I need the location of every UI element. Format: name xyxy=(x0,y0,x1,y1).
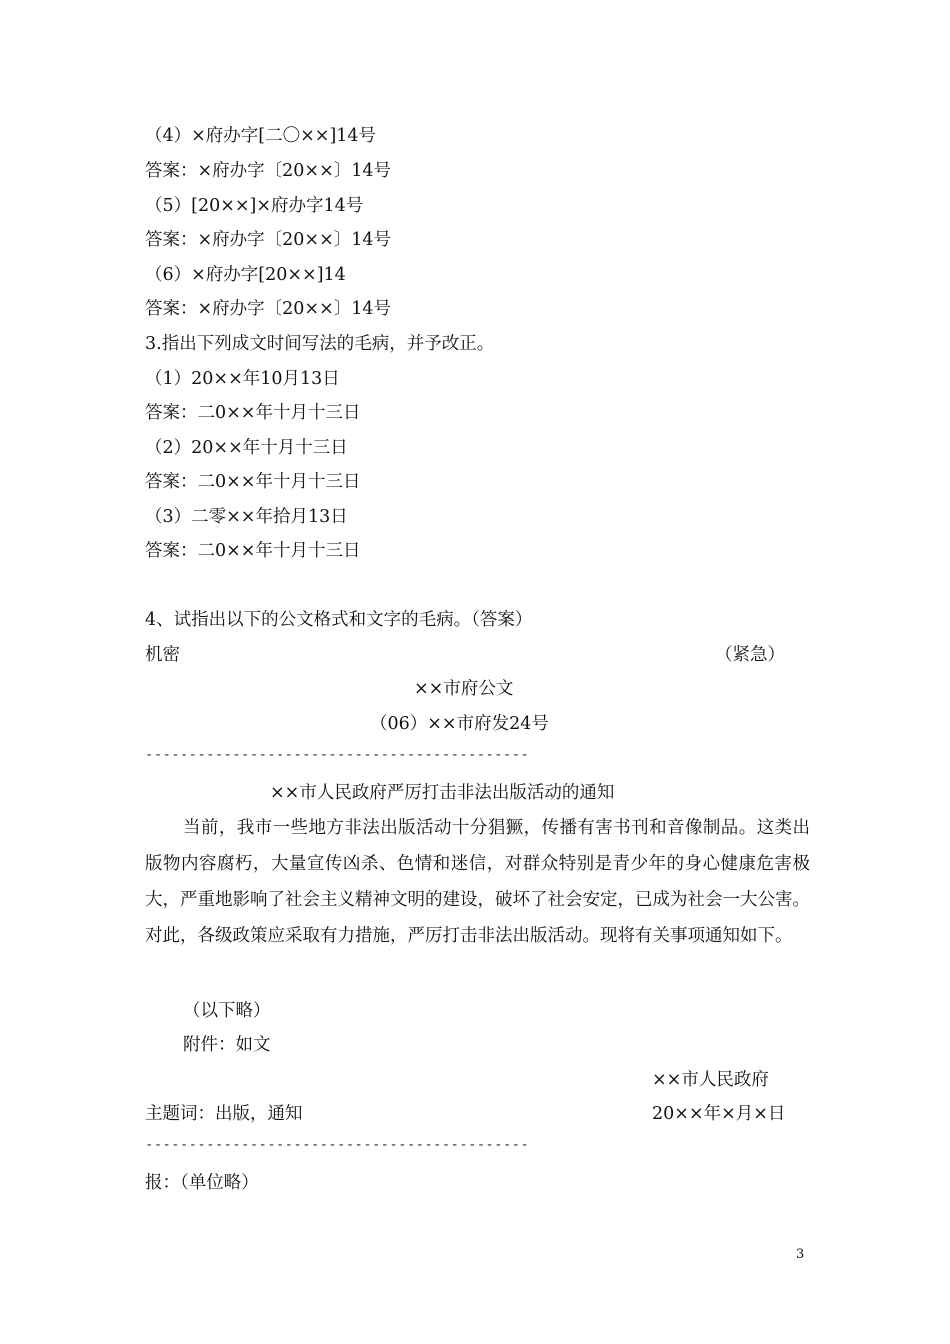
doc-title: ××市人民政府严厉打击非法出版活动的通知 xyxy=(270,783,615,803)
question-3: 3.指出下列成文时间写法的毛病，并予改正。 xyxy=(145,334,495,354)
item-4: （4）×府办字[二〇××]14号 xyxy=(145,126,377,146)
question-4: 4、试指出以下的公文格式和文字的毛病。（答案） xyxy=(145,610,533,630)
separator-rule-bottom: -------------------------------------------- xyxy=(145,1137,530,1153)
secret-level: 机密 xyxy=(145,645,180,665)
question-3-answer-1: 答案：二0××年十月十三日 xyxy=(145,403,361,423)
doc-body: 当前，我市一些地方非法出版活动十分猖獗，传播有害书刊和音像制品。这类出版物内容腐朽，大量宣传凶杀、色情和迷信，对群众特别是青少年的身心健康危害极大，严重地影响了社会主义精神文明的建设，破坏了社会安定，已成为社会一大公害。对此，各级政策应采取有力措施，严厉打击非法出版活动。现将有关事项通知如下。 xyxy=(145,818,810,946)
question-3-item-1: （1）20××年10月13日 xyxy=(145,369,340,389)
question-3-answer-3: 答案：二0××年十月十三日 xyxy=(145,541,361,561)
doc-date: 20××年×月×日 xyxy=(652,1104,786,1124)
question-3-item-3: （3）二零××年拾月13日 xyxy=(145,507,348,527)
org-header: ××市府公文 xyxy=(414,679,514,699)
item-5: （5）[20××]×府办字14号 xyxy=(145,196,364,216)
attachment-note: 附件：如文 xyxy=(183,1035,271,1055)
doc-number: （06）××市府发24号 xyxy=(370,714,549,734)
question-3-answer-2: 答案：二0××年十月十三日 xyxy=(145,472,361,492)
item-6: （6）×府办字[20××]14 xyxy=(145,265,346,285)
signer: ××市人民政府 xyxy=(652,1070,769,1090)
separator-rule-top: -------------------------------------------- xyxy=(145,747,530,763)
urgency-level: （紧急） xyxy=(715,645,785,665)
answer-5: 答案：×府办字〔20××〕14号 xyxy=(145,230,392,250)
omitted-note: （以下略） xyxy=(183,1001,271,1021)
page-number: 3 xyxy=(796,1247,805,1262)
answer-4: 答案：×府办字〔20××〕14号 xyxy=(145,161,392,181)
answer-6: 答案：×府办字〔20××〕14号 xyxy=(145,299,392,319)
question-3-item-2: （2）20××年十月十三日 xyxy=(145,438,348,458)
keywords: 主题词：出版，通知 xyxy=(145,1104,303,1124)
report-to: 报：（单位略） xyxy=(145,1173,259,1193)
